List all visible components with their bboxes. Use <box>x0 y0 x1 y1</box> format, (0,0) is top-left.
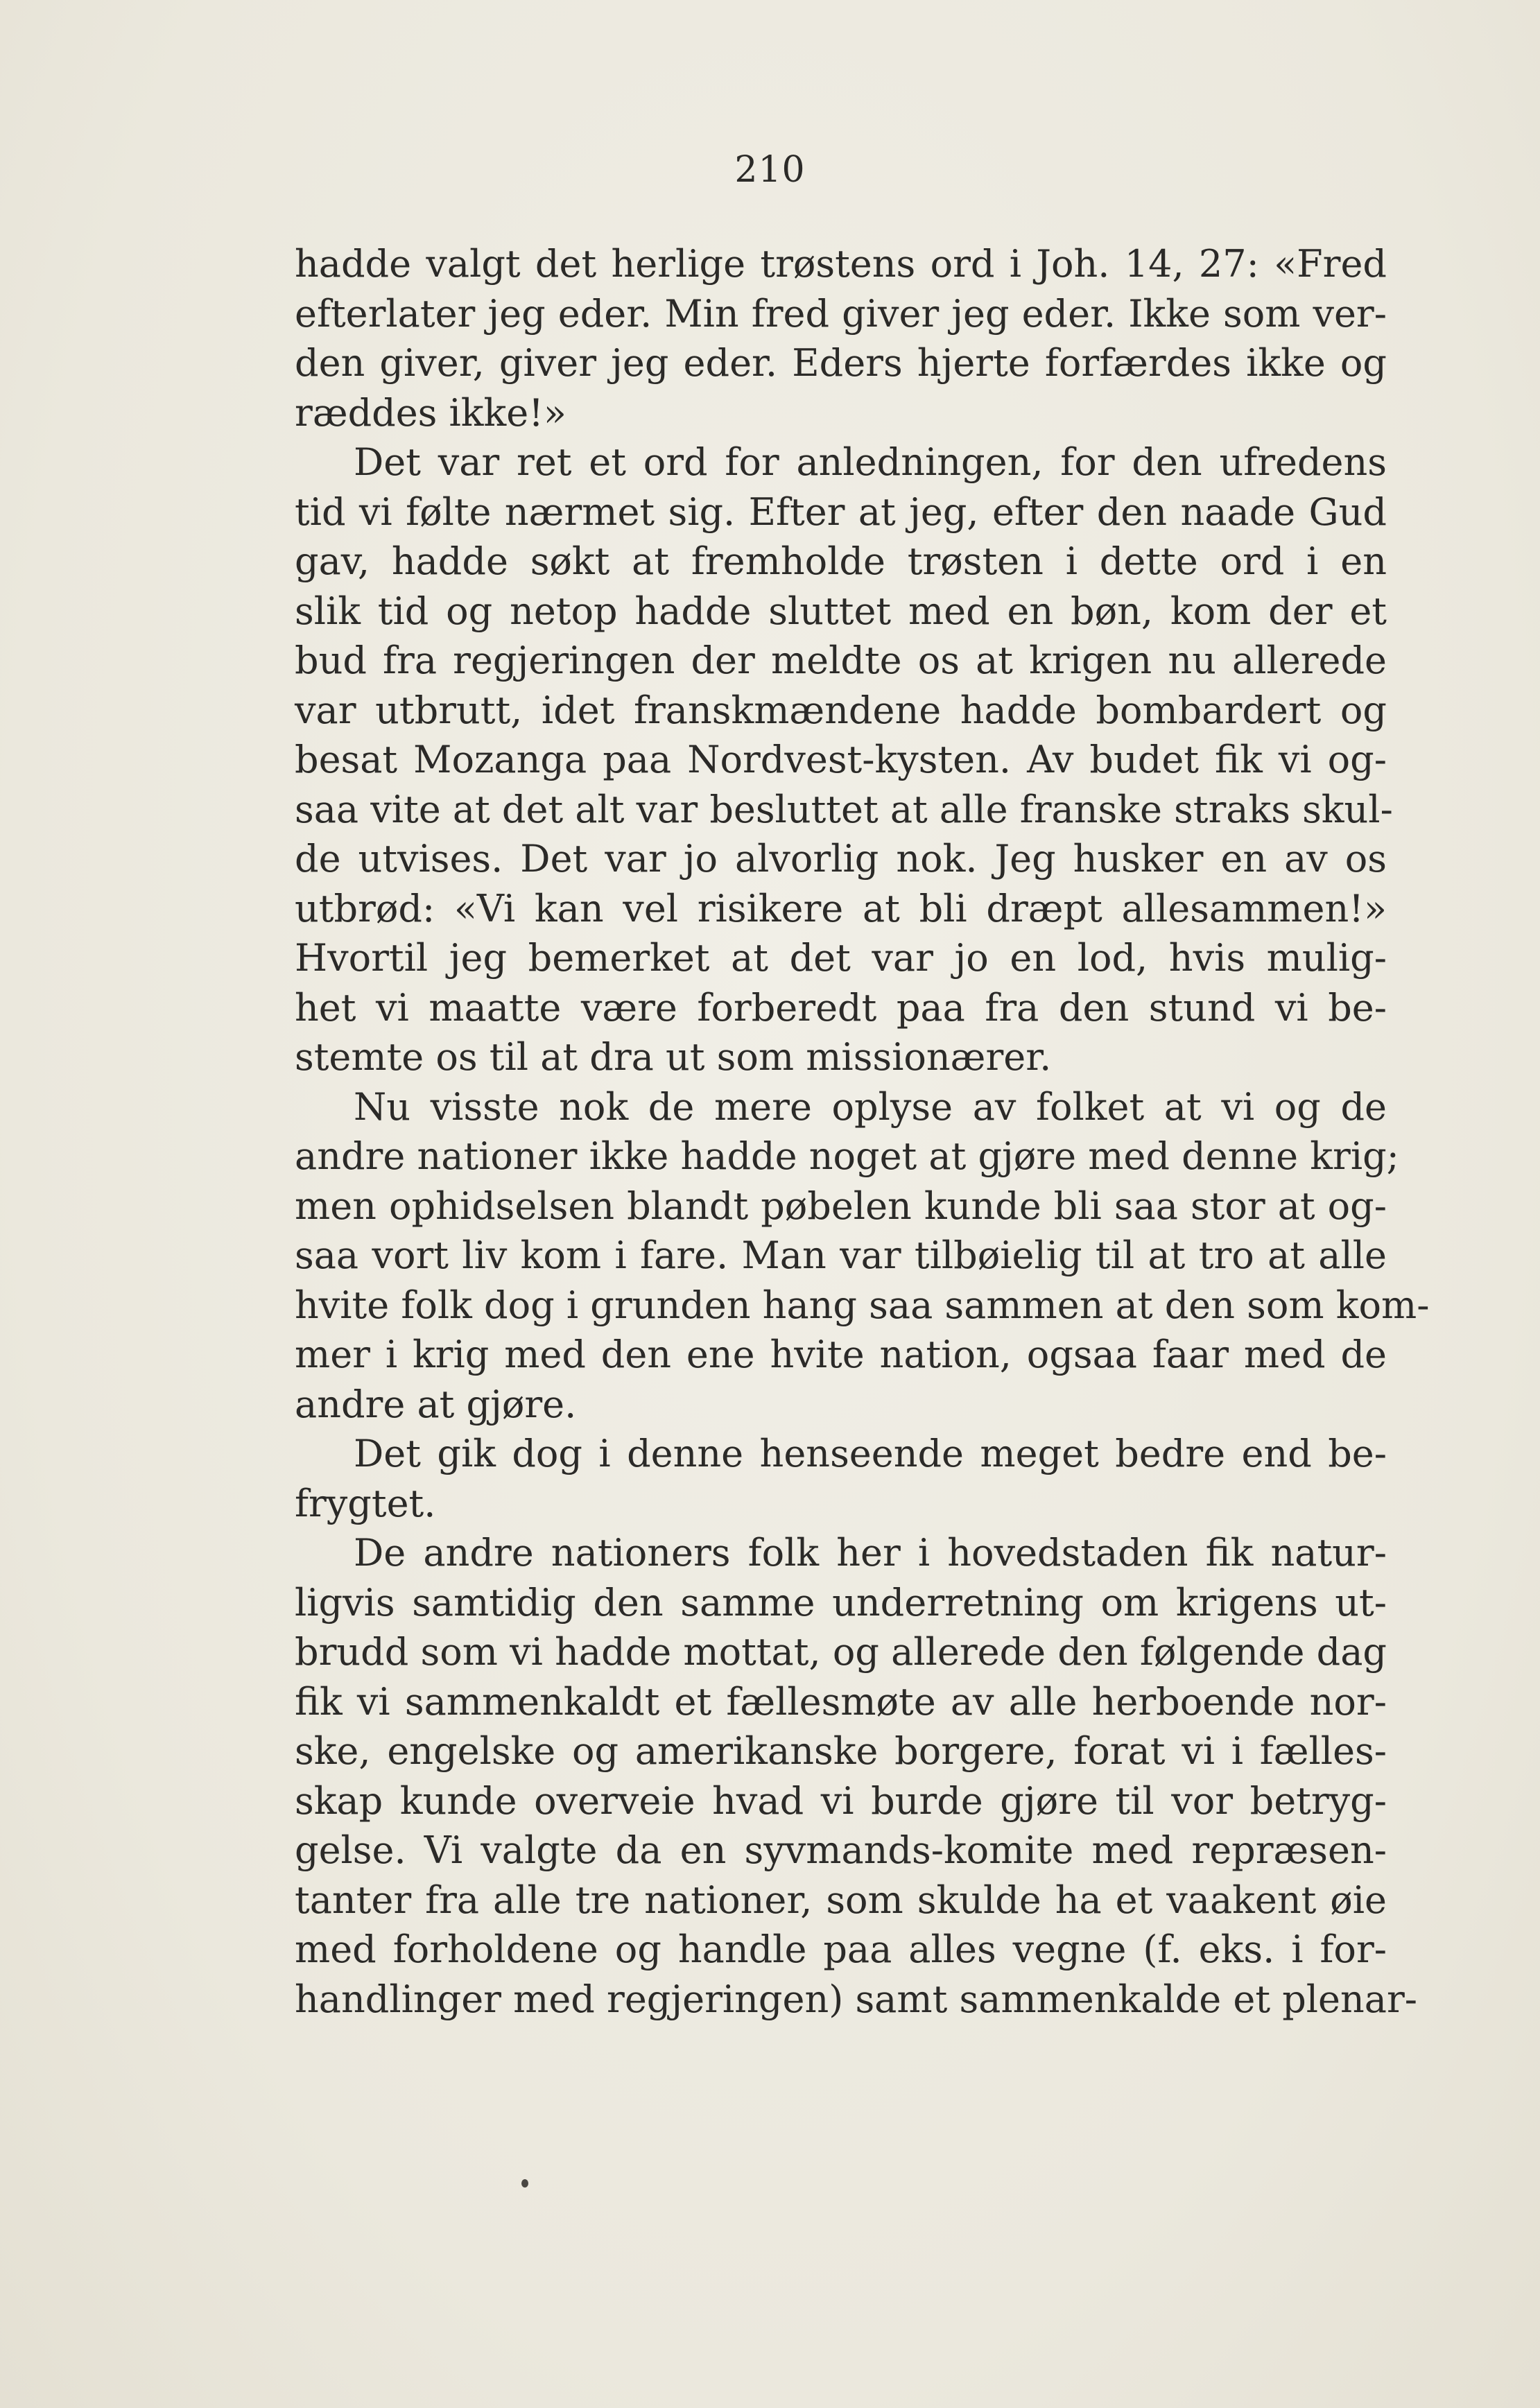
text-line: ske, engelske og amerikanske borgere, forat vi i fælles- <box>295 1729 1387 1773</box>
text-line: men ophidselsen blandt pøbelen kunde bli saa stor at og- <box>295 1184 1387 1228</box>
body-text <box>295 239 1430 2024</box>
text-line: besat Mozanga paa Nordvest-kysten. Av budet fik vi og- <box>295 738 1387 781</box>
text-line: tid vi følte nærmet sig. Efter at jeg, efter den naade Gud <box>295 490 1387 534</box>
text-line: De andre nationers folk her i hovedstaden fik natur- <box>354 1531 1387 1575</box>
text-line: de utvises. Det var jo alvorlig nok. Jeg husker en av os <box>295 837 1387 881</box>
text-line: het vi maatte være forberedt paa fra den stund vi be- <box>295 985 1387 1030</box>
text-line: andre at gjøre. <box>295 1382 577 1426</box>
text-line: fik vi sammenkaldt et fællesmøte av alle herboende nor- <box>295 1679 1387 1724</box>
text-line: gav, hadde søkt at fremholde trøsten i dette ord i en <box>295 539 1387 583</box>
text-line: saa vite at det alt var besluttet at alle franske straks skul- <box>295 787 1393 831</box>
text-line: hadde valgt det herlige trøstens ord i Joh. 14, 27: «Fred <box>295 242 1387 286</box>
text-line: utbrød: «Vi kan vel risikere at bli dræpt allesammen!» <box>295 886 1387 930</box>
page-number: 210 <box>734 149 806 191</box>
text-line: ræddes ikke!» <box>295 390 566 435</box>
text-line: hvite folk dog i grunden hang saa sammen at den som kom- <box>295 1283 1430 1327</box>
text-line: handlinger med regjeringen) samt sammenkalde et plenar- <box>295 1977 1418 2021</box>
text-line: frygtet. <box>295 1481 436 1525</box>
text-line: gelse. Vi valgte da en syvmands-komite med repræsen- <box>295 1828 1387 1872</box>
text-line: Nu visste nok de mere oplyse av folket at vi og de <box>354 1084 1387 1129</box>
ink-speck <box>521 2179 528 2188</box>
text-line: tanter fra alle tre nationer, som skulde ha et vaakent øie <box>295 1878 1387 1922</box>
text-line: Det gik dog i denne henseende meget bedre end be- <box>354 1432 1387 1475</box>
text-line: stemte os til at dra ut som missionærer. <box>295 1035 1052 1079</box>
text-line: andre nationer ikke hadde noget at gjøre med denne krig; <box>295 1134 1399 1178</box>
text-line: med forholdene og handle paa alles vegne (f. eks. i for- <box>295 1928 1387 1971</box>
text-line: Det var ret et ord for anledningen, for den ufredens <box>354 440 1387 484</box>
text-line: efterlater jeg eder. Min fred giver jeg eder. Ikke som ver- <box>295 291 1387 336</box>
text-line: skap kunde overveie hvad vi burde gjøre til vor betryg- <box>295 1778 1387 1823</box>
text-line: mer i krig med den ene hvite nation, ogsaa faar med de <box>295 1333 1387 1376</box>
text-line: var utbrutt, idet franskmændene hadde bombardert og <box>295 688 1387 732</box>
text-line: den giver, giver jeg eder. Eders hjerte forfærdes ikke og <box>295 341 1387 385</box>
text-line: Hvortil jeg bemerket at det var jo en lod, hvis mulig- <box>295 936 1387 980</box>
text-line: slik tid og netop hadde sluttet med en bøn, kom der et <box>295 589 1387 633</box>
text-line: saa vort liv kom i fare. Man var tilbøielig til at tro at alle <box>295 1233 1387 1277</box>
text-line: ligvis samtidig den samme underretning om krigens ut- <box>295 1580 1387 1625</box>
text-line: bud fra regjeringen der meldte os at krigen nu allerede <box>295 639 1387 682</box>
text-line: brudd som vi hadde mottat, og allerede den følgende dag <box>295 1630 1387 1674</box>
